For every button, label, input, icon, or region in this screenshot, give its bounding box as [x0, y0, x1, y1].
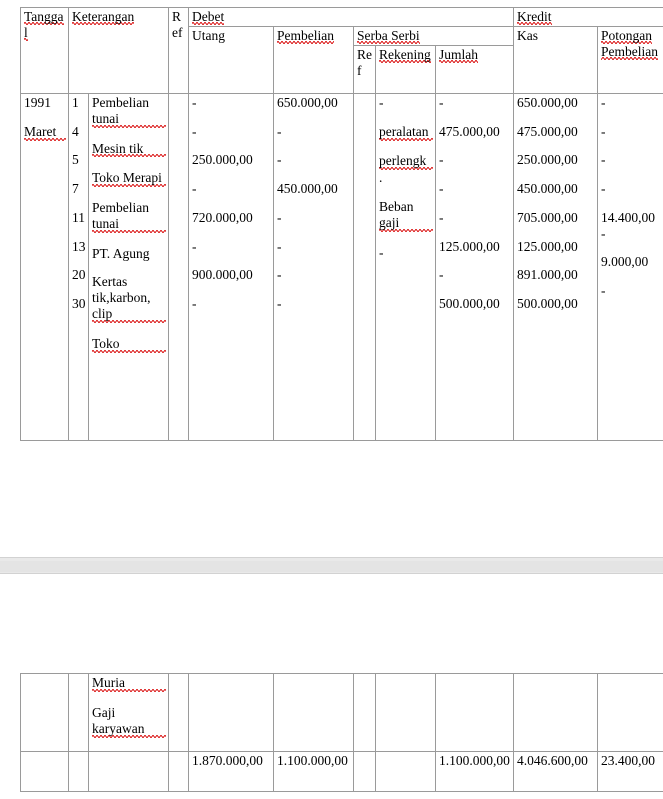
- spacer: [517, 111, 595, 124]
- spacer: [439, 283, 511, 296]
- spacer: [439, 111, 511, 124]
- spacer: [192, 226, 271, 239]
- kas-value: 891.000,00: [517, 267, 578, 283]
- spacer: [277, 254, 351, 267]
- spacer: [379, 186, 433, 199]
- potongan-value: -: [601, 94, 606, 110]
- spacer: [277, 111, 351, 124]
- header-cell-kredit: [514, 8, 663, 27]
- table-row-continuation: [21, 674, 663, 752]
- keterangan-value: Pembelian tunai: [92, 95, 166, 128]
- header-cell-jumlah: [436, 45, 514, 93]
- spacer: [439, 226, 511, 239]
- pembelian-value: 650.000,00: [277, 94, 338, 110]
- spacer: [92, 187, 166, 200]
- spacer: [24, 111, 66, 124]
- header-label-kas: Kas: [517, 27, 539, 43]
- spacer: [379, 141, 433, 154]
- jumlah-value: 125.000,00: [439, 238, 500, 254]
- header-cell-serba-ref: [354, 45, 376, 93]
- header-cell-debet: [189, 8, 514, 27]
- spacer: [277, 226, 351, 239]
- jumlah-value: 475.000,00: [439, 123, 500, 139]
- cell-utang: [189, 93, 274, 440]
- spacer: [192, 168, 271, 181]
- spacer: [192, 111, 271, 124]
- spacer: [277, 197, 351, 210]
- header-label-jumlah: Jumlah: [439, 46, 478, 62]
- header-label-tanggal: Tanggal: [24, 9, 64, 40]
- keterangan-value: Kertas tik,karbon, clip: [92, 274, 166, 323]
- spacer: [92, 157, 166, 170]
- potongan-value: -: [601, 181, 606, 197]
- spacer: [439, 254, 511, 267]
- kas-value: 125.000,00: [517, 238, 578, 254]
- spacer: [601, 270, 661, 283]
- total-jumlah: 1.100.000,00: [436, 752, 514, 792]
- spacer: [517, 283, 595, 296]
- cell-keterangan: [89, 93, 169, 440]
- cell-pembelian-continuation: [274, 674, 354, 752]
- rekening-value: peralatan: [379, 124, 433, 141]
- potongan-value: -: [601, 152, 606, 168]
- jumlah-value: -: [439, 94, 444, 110]
- header-label-utang: Utang: [192, 27, 225, 43]
- keterangan-value: Toko: [92, 336, 166, 353]
- kas-value: 250.000,00: [517, 152, 578, 168]
- spacer: [379, 111, 433, 124]
- spacer: [72, 111, 86, 124]
- jumlah-value: -: [439, 267, 444, 283]
- utang-value: 720.000,00: [192, 209, 253, 225]
- day-value: 7: [72, 181, 79, 197]
- spacer: [72, 254, 86, 267]
- utang-value: -: [192, 295, 197, 311]
- day-value: 5: [72, 152, 79, 168]
- keterangan-value: Toko Merapi: [92, 170, 166, 187]
- cell-rekening: [376, 93, 436, 440]
- spacer: [192, 140, 271, 153]
- spacer: [72, 140, 86, 153]
- kas-value: 500.000,00: [517, 295, 578, 311]
- utang-value: -: [192, 123, 197, 139]
- header-label-potongan-pembelian: Potongan Pembelian: [601, 27, 659, 59]
- spacer: [517, 168, 595, 181]
- cell-pembelian: [274, 93, 354, 440]
- potongan-value: 14.400,00: [601, 209, 656, 225]
- cell-tanggal: [21, 93, 69, 440]
- header-label-pembelian: Pembelian: [277, 27, 334, 43]
- cell-jumlah-continuation: [436, 674, 514, 752]
- cell-ref-continuation: [169, 674, 189, 752]
- spacer: [92, 262, 166, 275]
- jumlah-value: 500.000,00: [439, 295, 500, 311]
- potongan-value: -: [601, 225, 606, 241]
- spacer: [277, 140, 351, 153]
- total-pembelian: 1.100.000,00: [274, 752, 354, 792]
- spacer: [601, 197, 661, 210]
- cell-tanggal-continuation: [21, 674, 69, 752]
- spacer: [601, 140, 661, 153]
- header-cell-tanggal: [21, 8, 69, 94]
- header-cell-serba-serbi: [354, 26, 514, 45]
- rekening-value: .: [379, 170, 383, 186]
- spacer: [72, 197, 86, 210]
- header-label-ref: Ref: [172, 9, 183, 40]
- rekening-value: Beban gaji: [379, 199, 433, 232]
- spacer: [379, 232, 433, 245]
- kas-value: 650.000,00: [517, 94, 578, 110]
- total-utang: 1.870.000,00: [189, 752, 274, 792]
- spacer: [517, 140, 595, 153]
- cell-ref: [169, 93, 189, 440]
- header-cell-rekening: [376, 45, 436, 93]
- spacer: [92, 128, 166, 141]
- spacer: [517, 226, 595, 239]
- page-break-inner: [0, 561, 663, 572]
- spacer: [72, 226, 86, 239]
- rekening-value: -: [379, 94, 384, 110]
- day-value: 4: [72, 123, 79, 139]
- table-row-totals: [21, 752, 663, 792]
- spacer: [92, 692, 166, 705]
- spacer: [601, 168, 661, 181]
- spacer: [72, 283, 86, 296]
- day-value: 20: [72, 267, 86, 283]
- spacer: [277, 283, 351, 296]
- utang-value: -: [192, 181, 197, 197]
- date-year: 1991: [24, 94, 51, 110]
- total-potongan: 23.400,00: [598, 752, 663, 792]
- pembelian-value: -: [277, 209, 282, 225]
- cell-kas-continuation: [514, 674, 598, 752]
- cell-ref-totals: [169, 752, 189, 792]
- header-cell-pembelian: [274, 26, 354, 93]
- header-label-serba-ref: Ref: [357, 46, 372, 78]
- utang-value: 900.000,00: [192, 267, 253, 283]
- header-label-keterangan: Keterangan: [72, 9, 135, 24]
- header-label-rekening: Rekening: [379, 46, 431, 62]
- spacer: [277, 168, 351, 181]
- header-label-serba-serbi: Serba Serbi: [357, 27, 420, 43]
- table-row: [21, 93, 663, 440]
- spacer: [72, 168, 86, 181]
- spacer: [92, 233, 166, 246]
- pembelian-value: 450.000,00: [277, 181, 338, 197]
- cell-rekening-continuation: [376, 674, 436, 752]
- pembelian-value: -: [277, 123, 282, 139]
- utang-value: -: [192, 238, 197, 254]
- spacer: [439, 197, 511, 210]
- cell-day-numbers: [69, 93, 89, 440]
- utang-value: -: [192, 94, 197, 110]
- rekening-value: perlengk: [379, 153, 433, 170]
- day-value: 13: [72, 238, 86, 254]
- keterangan-continuation-line1: Muria: [92, 675, 166, 692]
- cell-potongan-pembelian: [598, 93, 663, 440]
- day-value: 1: [72, 94, 79, 110]
- cell-utang-continuation: [189, 674, 274, 752]
- cell-keterangan-continuation: [89, 674, 169, 752]
- spacer: [517, 254, 595, 267]
- journal-table-main: [20, 7, 663, 441]
- spacer: [92, 323, 166, 336]
- rekening-value: -: [379, 244, 384, 260]
- jumlah-value: -: [439, 181, 444, 197]
- spacer: [192, 254, 271, 267]
- cell-day-continuation: [69, 674, 89, 752]
- header-cell-utang: [189, 26, 274, 93]
- table-header-row-1: [21, 8, 663, 27]
- cell-serba-ref-totals: [354, 752, 376, 792]
- jumlah-value: -: [439, 209, 444, 225]
- header-cell-kas: [514, 26, 598, 93]
- spacer: [439, 168, 511, 181]
- cell-rekening-totals: [376, 752, 436, 792]
- spacer: [601, 242, 661, 255]
- header-label-kredit: Kredit: [517, 9, 552, 24]
- cell-day-totals: [69, 752, 89, 792]
- spacer: [601, 111, 661, 124]
- cell-potongan-continuation: [598, 674, 663, 752]
- potongan-value: -: [601, 283, 606, 299]
- header-cell-potongan-pembelian: [598, 26, 663, 93]
- utang-value: 250.000,00: [192, 152, 253, 168]
- pembelian-value: -: [277, 238, 282, 254]
- pembelian-value: -: [277, 152, 282, 168]
- cell-tanggal-totals: [21, 752, 69, 792]
- potongan-value: -: [601, 123, 606, 139]
- kas-value: 450.000,00: [517, 181, 578, 197]
- journal-table-continuation: [20, 673, 663, 792]
- spacer: [517, 197, 595, 210]
- cell-serba-ref-continuation: [354, 674, 376, 752]
- pembelian-value: -: [277, 295, 282, 311]
- page-break-separator: [0, 557, 663, 574]
- pembelian-value: -: [277, 267, 282, 283]
- cell-keterangan-totals: [89, 752, 169, 792]
- day-value: 11: [72, 209, 85, 225]
- cell-jumlah: [436, 93, 514, 440]
- spacer: [192, 197, 271, 210]
- day-value: 30: [72, 295, 86, 311]
- keterangan-continuation-line2: Gaji karyawan: [92, 705, 166, 738]
- header-cell-ref: [169, 8, 189, 94]
- keterangan-value: Mesin tik: [92, 141, 166, 158]
- keterangan-value: Pembelian tunai: [92, 200, 166, 233]
- cell-serba-ref: [354, 93, 376, 440]
- date-month: Maret: [24, 124, 66, 141]
- kas-value: 475.000,00: [517, 123, 578, 139]
- spacer: [192, 283, 271, 296]
- header-cell-keterangan: [69, 8, 169, 94]
- potongan-value: 9.000,00: [601, 254, 649, 270]
- total-kas: 4.046.600,00: [514, 752, 598, 792]
- header-label-debet: Debet: [192, 9, 225, 24]
- kas-value: 705.000,00: [517, 209, 578, 225]
- keterangan-value: PT. Agung: [92, 245, 150, 261]
- cell-kas: [514, 93, 598, 440]
- spacer: [439, 140, 511, 153]
- jumlah-value: -: [439, 152, 444, 168]
